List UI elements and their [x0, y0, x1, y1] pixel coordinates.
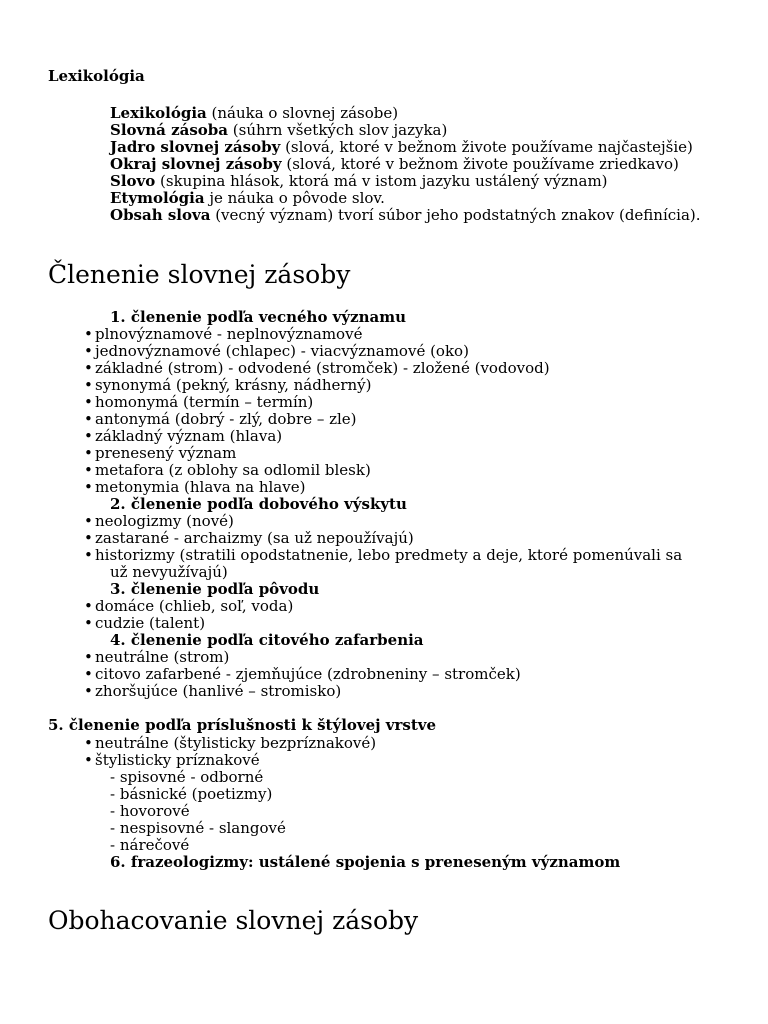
dash-item: - nárečové [110, 836, 190, 854]
list-item: neutrálne (štylisticky bezpríznakové) [95, 734, 377, 752]
subsection-heading: 1. členenie podľa vecného významu [110, 308, 407, 326]
list-item: historizmy (stratili opodstatnenie, lebo predmety a deje, ktoré pomenúvali sa [95, 546, 683, 564]
dash-item: - spisovné - odborné [110, 768, 264, 786]
list-item: zastarané - archaizmy (sa už nepoužívajú) [95, 529, 414, 547]
list-item: homonymá (termín – termín) [95, 393, 314, 411]
def-line: Lexikológia (náuka o slovnej zásobe) [110, 104, 399, 122]
subsection-heading: 4. členenie podľa citového zafarbenia [110, 631, 424, 649]
bullet-icon: • [84, 529, 93, 547]
bullet-icon: • [84, 665, 93, 683]
bullet-icon: • [84, 376, 93, 394]
list-item: jednovýznamové (chlapec) - viacvýznamové (oko) [95, 342, 469, 360]
dash-item: - nespisovné - slangové [110, 819, 286, 837]
list-item-continuation: už nevyužívajú) [110, 563, 228, 581]
section-heading: Obohacovanie slovnej zásoby [48, 906, 419, 935]
list-item: synonymá (pekný, krásny, nádherný) [95, 376, 372, 394]
bullet-icon: • [84, 410, 93, 428]
list-item: domáce (chlieb, soľ, voda) [95, 597, 294, 615]
def-line: Obsah slova (vecný význam) tvorí súbor jeho podstatných znakov (definícia). [110, 206, 701, 224]
bullet-icon: • [84, 478, 93, 496]
dash-item: - básnické (poetizmy) [110, 785, 273, 803]
list-item: základné (strom) - odvodené (stromček) - zložené (vodovod) [95, 359, 550, 377]
list-item: cudzie (talent) [95, 614, 206, 632]
list-item: prenesený význam [95, 444, 237, 462]
dash-item: - hovorové [110, 802, 190, 820]
list-item: zhoršujúce (hanlivé – stromisko) [95, 682, 342, 700]
subsection-heading: 6. frazeologizmy: ustálené spojenia s preneseným významom [110, 853, 621, 871]
def-line: Okraj slovnej zásoby (slová, ktoré v bežnom živote používame zriedkavo) [110, 155, 679, 173]
bullet-icon: • [84, 512, 93, 530]
def-line: Etymológia je náuka o pôvode slov. [110, 189, 385, 207]
list-item: štylisticky príznakové [95, 751, 260, 769]
bullet-icon: • [84, 359, 93, 377]
subsection-heading: 2. členenie podľa dobového výskytu [110, 495, 407, 513]
list-item: metafora (z oblohy sa odlomil blesk) [95, 461, 371, 479]
def-line: Jadro slovnej zásoby (slová, ktoré v bežnom živote používame najčastejšie) [110, 138, 693, 156]
def-line: Slovo (skupina hlások, ktorá má v istom jazyku ustálený význam) [110, 172, 608, 190]
def-line: Slovná zásoba (súhrn všetkých slov jazyka) [110, 121, 448, 139]
bullet-icon: • [84, 427, 93, 445]
bullet-icon: • [84, 444, 93, 462]
subsection-heading: 5. členenie podľa príslušnosti k štýlovej vrstve [48, 716, 437, 734]
bullet-icon: • [84, 546, 93, 564]
bullet-icon: • [84, 682, 93, 700]
subsection-heading: 3. členenie podľa pôvodu [110, 580, 320, 598]
bullet-icon: • [84, 597, 93, 615]
list-item: metonymia (hlava na hlave) [95, 478, 306, 496]
doc-title: Lexikológia [48, 67, 145, 85]
list-item: citovo zafarbené - zjemňujúce (zdrobneniny – stromček) [95, 665, 521, 683]
bullet-icon: • [84, 734, 93, 752]
bullet-icon: • [84, 751, 93, 769]
list-item: neologizmy (nové) [95, 512, 234, 530]
bullet-icon: • [84, 325, 93, 343]
list-item: neutrálne (strom) [95, 648, 230, 666]
bullet-icon: • [84, 393, 93, 411]
bullet-icon: • [84, 648, 93, 666]
section-heading: Členenie slovnej zásoby [48, 260, 351, 289]
bullet-icon: • [84, 461, 93, 479]
list-item: plnovýznamové - neplnovýznamové [95, 325, 363, 343]
bullet-icon: • [84, 614, 93, 632]
list-item: antonymá (dobrý - zlý, dobre – zle) [95, 410, 357, 428]
list-item: základný význam (hlava) [95, 427, 283, 445]
bullet-icon: • [84, 342, 93, 360]
